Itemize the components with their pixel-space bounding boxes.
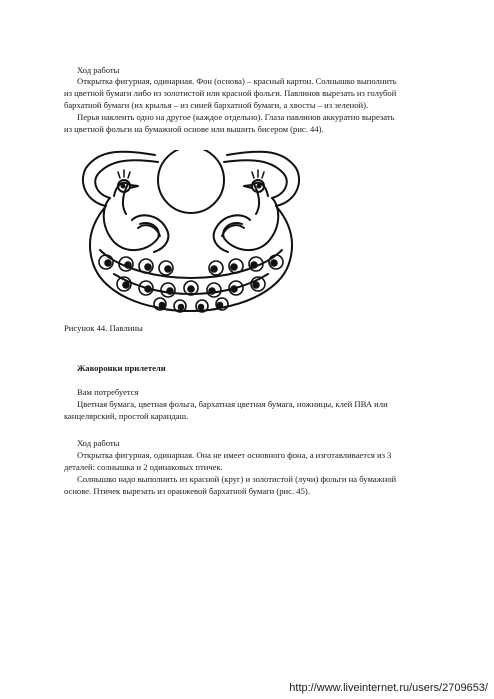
needs-heading: Вам потребуется [77,387,139,397]
paragraph-line: основе. Птичек вырезать из оранжевой бархатной бумаги (рис. 45). [64,486,310,496]
work-heading-1: Ход работы [77,65,120,75]
paragraph-line: из цветной бумаги либо из золотистой или красной фольги. Павлинов вырезать из голубой [64,88,397,98]
paragraph-line: деталей: солнышка и 2 одинаковых птичек. [64,462,223,472]
paragraph-line: Перья наклеить одно на другое (каждое отдельно). Глаза павлинов аккуратно вырезать [77,112,395,122]
paragraph-line: Солнышко надо выполнить из красной (круг) и золотистой (лучи) фольги на бумажной [77,474,397,484]
paragraph-line: Открытка фигурная, одинарная. Фон (основа) – красный картон. Солнышко выполнить [77,76,397,86]
section-title: Жаворонки прилетели [77,363,166,373]
paragraph-line: канцелярский, простой карандаш. [64,411,189,421]
work-heading-2: Ход работы [77,438,120,448]
paragraph-line: Открытка фигурная, одинарная. Она не имеет основного фона, а изготавливается из 3 [77,450,392,460]
footer-url: http://www.liveinternet.ru/users/2709653/ [289,682,488,694]
paragraph-line: из цветной фольги на бумажной основе или вышить бисером (рис. 44). [64,124,324,134]
figure-caption: Рисунок 44. Павлины [64,323,143,333]
peacocks-illustration [80,150,302,320]
paragraph-line: Цветная бумага, цветная фольга, бархатная цветная бумага, ножницы, клей ПВА или [77,399,388,409]
paragraph-line: бархатной бумаги (их крылья – из синей бархатной бумаги, а хвосты – из зеленой). [64,100,369,110]
